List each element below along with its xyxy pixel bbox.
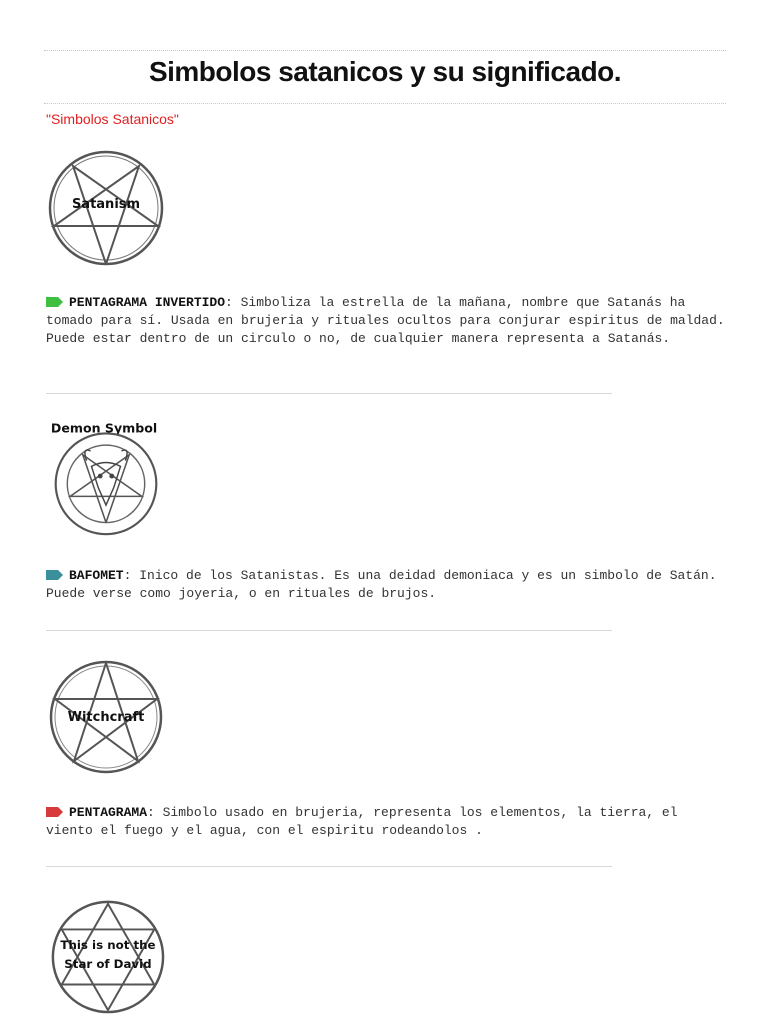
entry-term: PENTAGRAMA INVERTIDO (69, 295, 226, 310)
baphomet-image (46, 418, 166, 538)
red-tag-icon (46, 805, 63, 815)
separator (46, 866, 612, 867)
entry-paragraph (46, 294, 726, 348)
separator (46, 393, 612, 394)
entry-description: : Inico de los Satanistas. Es una deidad demoniaca y es un simbolo de Satán. Puede verse como joyeria, o en rituales de brujos. (46, 568, 717, 601)
subtitle-link[interactable]: "Simbolos Satanicos" (46, 111, 179, 127)
image-label: Star of David (64, 956, 152, 971)
pentagram-image (46, 655, 166, 775)
entry-term: PENTAGRAMA (69, 805, 148, 820)
title-rule (44, 103, 726, 104)
image-label: Satanism (71, 197, 141, 212)
page-title: Simbolos satanicos y su significado. (148, 56, 622, 87)
hexagram-image (46, 896, 166, 1016)
entry-paragraph (46, 567, 726, 603)
image-label: Demon Symbol (50, 420, 158, 436)
top-rule (44, 50, 726, 51)
teal-tag-icon (46, 568, 63, 578)
entry-paragraph (46, 804, 726, 840)
green-tag-icon (46, 295, 63, 305)
entry-description: : Simboliza la estrella de la mañana, nombre que Satanás ha tomado para sí. Usada en brujeria y rituales ocultos para conjurar espiritus de maldad. Puede estar dentro de un circulo o no, de cualquier manera representa a Satanás. (46, 295, 725, 346)
image-label: This is not the (60, 938, 156, 953)
image-label: Witchcraft (67, 710, 145, 725)
inverted-pentagram-image (46, 150, 166, 270)
entry-term: BAFOMET (69, 568, 124, 583)
entry-description: : Simbolo usado en brujeria, representa los elementos, la tierra, el viento el fuego y el agua, con el espiritu rodeandolos . (46, 805, 678, 838)
separator (46, 630, 612, 631)
